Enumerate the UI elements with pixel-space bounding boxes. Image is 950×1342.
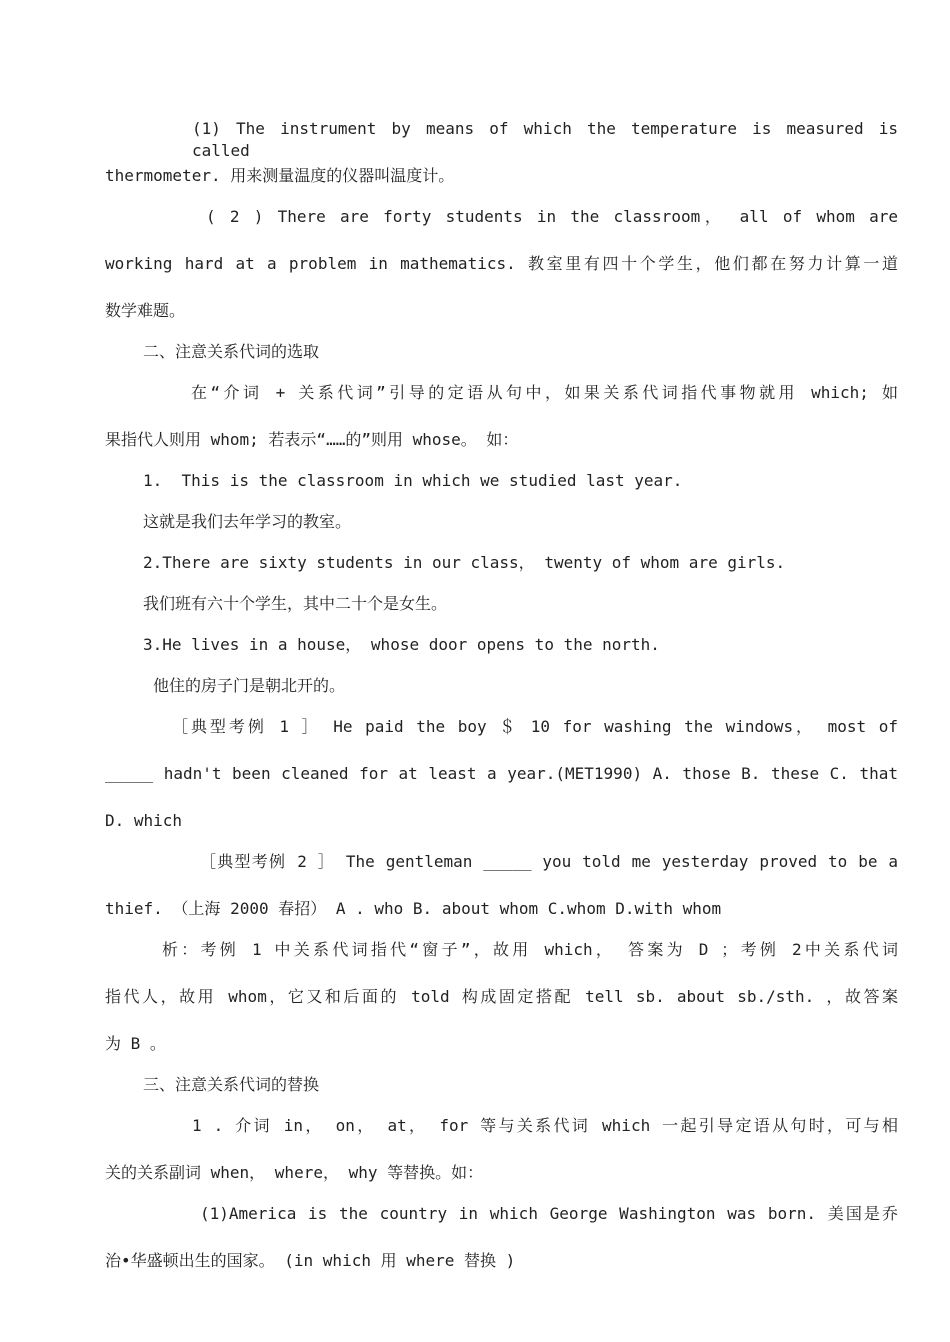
example-2-chinese-end: 数学难题。 [105,301,186,320]
example-sentence-3-translation: 他住的房子门是朝北开的。 [153,676,346,695]
rule-text-b: 果指代人则用 whom; 若表示“……的”则用 whose。 如： [105,430,519,449]
example-sentence-2: 2.There are sixty students in our class， twenty of whom are girls. [143,553,786,572]
exam-example-2-a: ［典型考例 2 ］ The gentleman _____ you told me yesterday proved to be a [200,852,898,871]
exam-example-1-c: D. which [105,811,183,830]
replacement-example-a: (1)America is the country in which George Washington was born. 美国是乔 [200,1204,898,1223]
replacement-example-b: 治•华盛顿出生的国家。 (in which 用 where 替换 ) [105,1251,516,1270]
example-1-chinese: thermometer. 用来测量温度的仪器叫温度计。 [105,166,455,185]
analysis-text-a: 析：考例 1 中关系代词指代“窗子”，故用 which， 答案为 D ；考例 2中关系代词 [162,940,898,959]
example-sentence-1-translation: 这就是我们去年学习的教室。 [143,512,352,531]
exam-example-1-b: _____ hadn't been cleaned for at least a year.(MET1990) A. those B. these C. that [105,764,898,783]
rule-text-a: 在“介词 + 关系代词”引导的定语从句中，如果关系代词指代事物就用 which; 如 [191,383,898,402]
analysis-text-b: 指代人，故用 whom，它又和后面的 told 构成固定搭配 tell sb. about sb./sth. ，故答案 [105,987,898,1006]
section-heading-3: 三、注意关系代词的替换 [143,1075,320,1094]
example-sentence-3: 3.He lives in a house， whose door opens to the north. [143,635,660,654]
example-1-english: (1) The instrument by means of which the temperature is measured is called [192,119,898,160]
replacement-rule-a: 1 . 介词 in， on， at， for 等与关系代词 which 一起引导定语从句时，可与相 [192,1116,898,1135]
example-2-english-a: ( 2 ) There are forty students in the classroom， all of whom are [206,207,898,226]
exam-example-2-b: thief. （上海 2000 春招） A . who B. about whom C.whom D.with whom [105,899,722,918]
replacement-rule-b: 关的关系副词 when， where， why 等替换。如： [105,1163,484,1182]
example-2-english-b: working hard at a problem in mathematics. 教室里有四十个学生，他们都在努力计算一道 [105,254,898,273]
example-sentence-1: 1. This is the classroom in which we studied last year. [143,471,683,490]
exam-example-1-a: ［典型考例 1 ］ He paid the boy ＄ 10 for washing the windows， most of [172,717,898,736]
example-sentence-2-translation: 我们班有六十个学生，其中二十个是女生。 [143,594,448,613]
section-heading-2: 二、注意关系代词的选取 [143,342,320,361]
analysis-text-c: 为 B 。 [105,1034,166,1053]
